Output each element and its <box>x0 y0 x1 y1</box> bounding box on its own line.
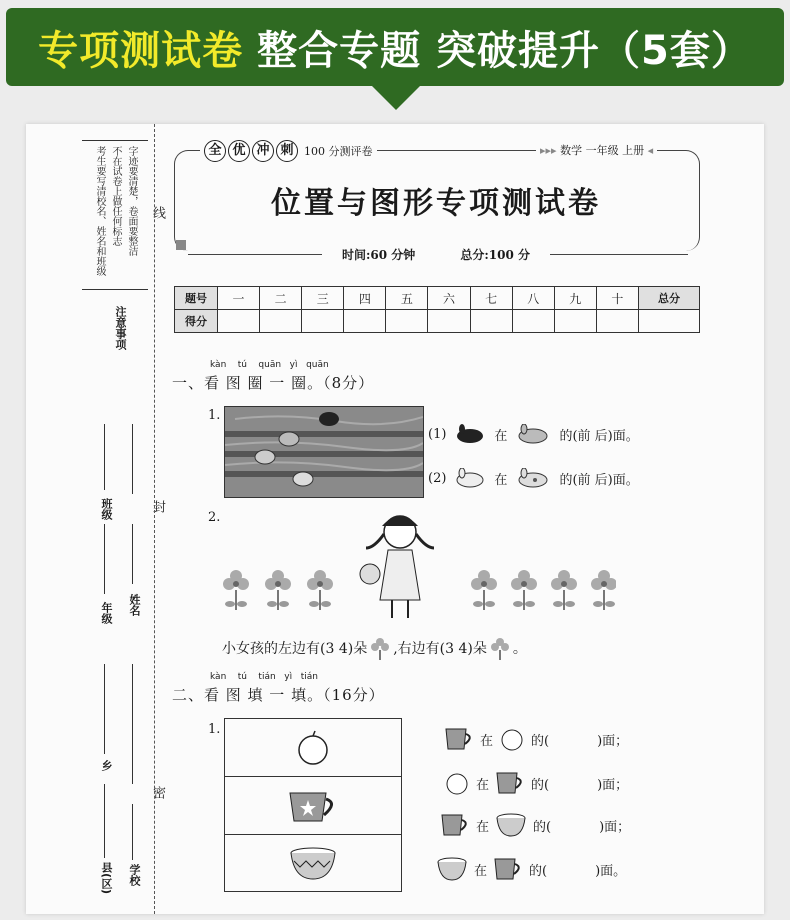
score-input-cell[interactable] <box>596 310 638 333</box>
seal-secret-char: 密 <box>150 786 165 799</box>
q2-sentence <box>222 636 527 660</box>
score-input-cell[interactable] <box>470 310 512 333</box>
arrow-left-icon: ◂ <box>647 144 654 157</box>
exam-paper <box>26 124 764 914</box>
table-cell: 二 <box>260 287 302 310</box>
apple-icon <box>295 730 331 766</box>
row3-de: 的( <box>533 819 552 835</box>
row4-de: 的( <box>529 863 548 879</box>
score-input-cell[interactable] <box>512 310 554 333</box>
table-header-cell: 总分 <box>639 287 700 310</box>
score-input-cell[interactable] <box>428 310 470 333</box>
apple-cell <box>225 719 401 777</box>
pinyin-syllable: tián <box>258 672 276 682</box>
township-underline <box>104 664 105 754</box>
table-cell: 六 <box>428 287 470 310</box>
q1a-zai: 在 <box>494 428 508 444</box>
white-rabbit-icon <box>452 468 488 488</box>
name-label: 姓名 <box>128 594 141 616</box>
q2-number: 2. <box>208 510 221 525</box>
apple-icon <box>444 770 470 796</box>
row1-end: )面； <box>597 733 629 749</box>
school-label: 学校 <box>128 864 141 886</box>
row4-end: )面。 <box>595 863 627 879</box>
grade-tag <box>536 142 657 158</box>
bowl-icon <box>495 812 527 838</box>
brand-char-3: 冲 <box>252 140 274 162</box>
grade-text: 数学 一年级 上册 <box>560 144 645 157</box>
girl-with-flowers-picture <box>216 504 616 622</box>
flower-icon <box>369 636 391 660</box>
cup-icon <box>440 812 470 838</box>
promo-banner <box>6 8 784 86</box>
black-rabbit-icon <box>452 424 488 444</box>
row4-zai: 在 <box>474 863 488 879</box>
grade-underline <box>104 524 105 594</box>
notice-line-1: 考生要写清校名、姓名和班级 <box>94 146 105 276</box>
pinyin-syllable: yì <box>284 672 293 682</box>
bowl-icon <box>436 856 468 882</box>
bowl-icon <box>288 845 338 883</box>
notice-title: 注意事项 <box>114 306 127 350</box>
pinyin-syllable: yì <box>289 360 298 370</box>
table-cell: 十 <box>596 287 638 310</box>
table-header-cell: 题号 <box>175 287 218 310</box>
time-info <box>174 246 698 263</box>
banner-text: 整合专题 突破提升（5套） <box>257 27 752 74</box>
score-table <box>174 286 700 333</box>
brand-char-1: 全 <box>204 140 226 162</box>
score-input-cell[interactable] <box>302 310 344 333</box>
banner-highlight: 专项测试卷 <box>38 27 244 74</box>
county-label: 县(区) <box>100 862 113 895</box>
table-cell: 九 <box>554 287 596 310</box>
page-title: 位置与图形专项测试卷 <box>271 186 601 221</box>
table-cell: 五 <box>386 287 428 310</box>
section1-title: 一、看 图 圈 一 圈。（8分） <box>172 374 375 392</box>
cup-icon <box>493 856 523 882</box>
table-cell: 八 <box>512 287 554 310</box>
s2-row-4 <box>436 856 626 882</box>
brand-char-2: 优 <box>228 140 250 162</box>
table-cell: 七 <box>470 287 512 310</box>
q1-part1 <box>428 424 639 444</box>
gray-rabbit-icon <box>513 424 553 444</box>
q2-text-left: 小女孩的左边有(3 4)朵 <box>222 641 368 657</box>
row3-zai: 在 <box>476 819 490 835</box>
binding-margin <box>26 124 165 914</box>
banner-pointer <box>370 84 422 110</box>
race-track-image <box>225 407 423 497</box>
q1b-label: (2) <box>428 470 447 486</box>
pinyin-syllable: tú <box>237 360 247 370</box>
table-cell: 三 <box>302 287 344 310</box>
score-input-cell[interactable] <box>218 310 260 333</box>
q1b-tail: 的(前 后)面。 <box>559 472 639 488</box>
score-input-cell[interactable] <box>344 310 386 333</box>
name-underline <box>132 524 133 584</box>
q1b-zai: 在 <box>494 472 508 488</box>
time-limit: 时间:60 分钟 <box>332 248 425 262</box>
name-line-top <box>132 424 133 494</box>
stacked-items-picture <box>224 718 402 892</box>
spotted-rabbit-icon <box>513 468 553 488</box>
girl-icon <box>360 516 434 618</box>
table-row <box>175 310 700 333</box>
table-cell: 四 <box>344 287 386 310</box>
table-cell: 一 <box>218 287 260 310</box>
flower-icon <box>471 570 616 610</box>
score-input-cell[interactable] <box>260 310 302 333</box>
row2-zai: 在 <box>476 777 490 793</box>
cup-icon <box>495 770 525 796</box>
pinyin-syllable: quān <box>258 360 282 370</box>
table-row <box>175 287 700 310</box>
score-input-cell[interactable] <box>554 310 596 333</box>
pinyin-syllable: kàn <box>210 672 227 682</box>
rabbit-race-picture <box>224 406 424 498</box>
row3-end: )面； <box>599 819 631 835</box>
q1-number: 1. <box>208 408 221 423</box>
s2-q1-number: 1. <box>208 722 221 737</box>
school-underline <box>132 804 133 860</box>
table-header-cell: 得分 <box>175 310 218 333</box>
seal-seal-char: 封 <box>150 500 165 513</box>
brand-tab <box>200 140 377 162</box>
section2-pinyin <box>210 672 318 682</box>
pinyin-syllable: tú <box>237 672 247 682</box>
section1-pinyin <box>210 360 329 370</box>
row2-end: )面； <box>597 777 629 793</box>
class-underline <box>104 424 105 490</box>
cup-icon <box>286 787 340 825</box>
brand-subtitle: 100 分测评卷 <box>304 145 373 158</box>
flower-icon <box>223 570 333 610</box>
township-label: 乡 <box>100 760 113 771</box>
cup-cell <box>225 777 401 835</box>
q2-text-right: ,右边有(3 4)朵 <box>393 641 487 657</box>
score-input-cell[interactable] <box>386 310 428 333</box>
q2-end: 。 <box>512 641 527 657</box>
score-input-cell[interactable] <box>639 310 700 333</box>
class-label: 班级 <box>100 498 113 520</box>
total-score: 总分:100 分 <box>450 248 540 262</box>
county-underline <box>104 784 105 858</box>
bowl-cell <box>225 835 401 892</box>
s2-row-3 <box>440 812 630 838</box>
pinyin-syllable: quān <box>306 360 329 370</box>
school-line-top <box>132 664 133 784</box>
binding-dash-line <box>154 124 155 914</box>
notice-line-3: 字迹要清楚，卷面要整洁 <box>126 146 137 256</box>
s2-row-1 <box>444 726 628 752</box>
notice-line-2: 不在试卷上做任何标志 <box>110 146 121 246</box>
row1-de: 的( <box>531 733 550 749</box>
brand-char-4: 刺 <box>276 140 298 162</box>
q1a-label: (1) <box>428 426 447 442</box>
row1-zai: 在 <box>480 733 494 749</box>
seal-line-char: 线 <box>150 206 165 219</box>
q1-part2 <box>428 468 639 488</box>
s2-row-2 <box>444 770 628 796</box>
arrow-icon: ▸▸▸ <box>540 144 557 157</box>
cup-icon <box>444 726 474 752</box>
section2-title: 二、看 图 填 一 填。（16分） <box>172 686 385 704</box>
pinyin-syllable: tián <box>300 672 318 682</box>
q1a-tail: 的(前 后)面。 <box>559 428 639 444</box>
grade-label: 年级 <box>100 602 113 624</box>
pinyin-syllable: kàn <box>210 360 227 370</box>
apple-icon <box>499 726 525 752</box>
row2-de: 的( <box>531 777 550 793</box>
flower-icon <box>489 636 511 660</box>
